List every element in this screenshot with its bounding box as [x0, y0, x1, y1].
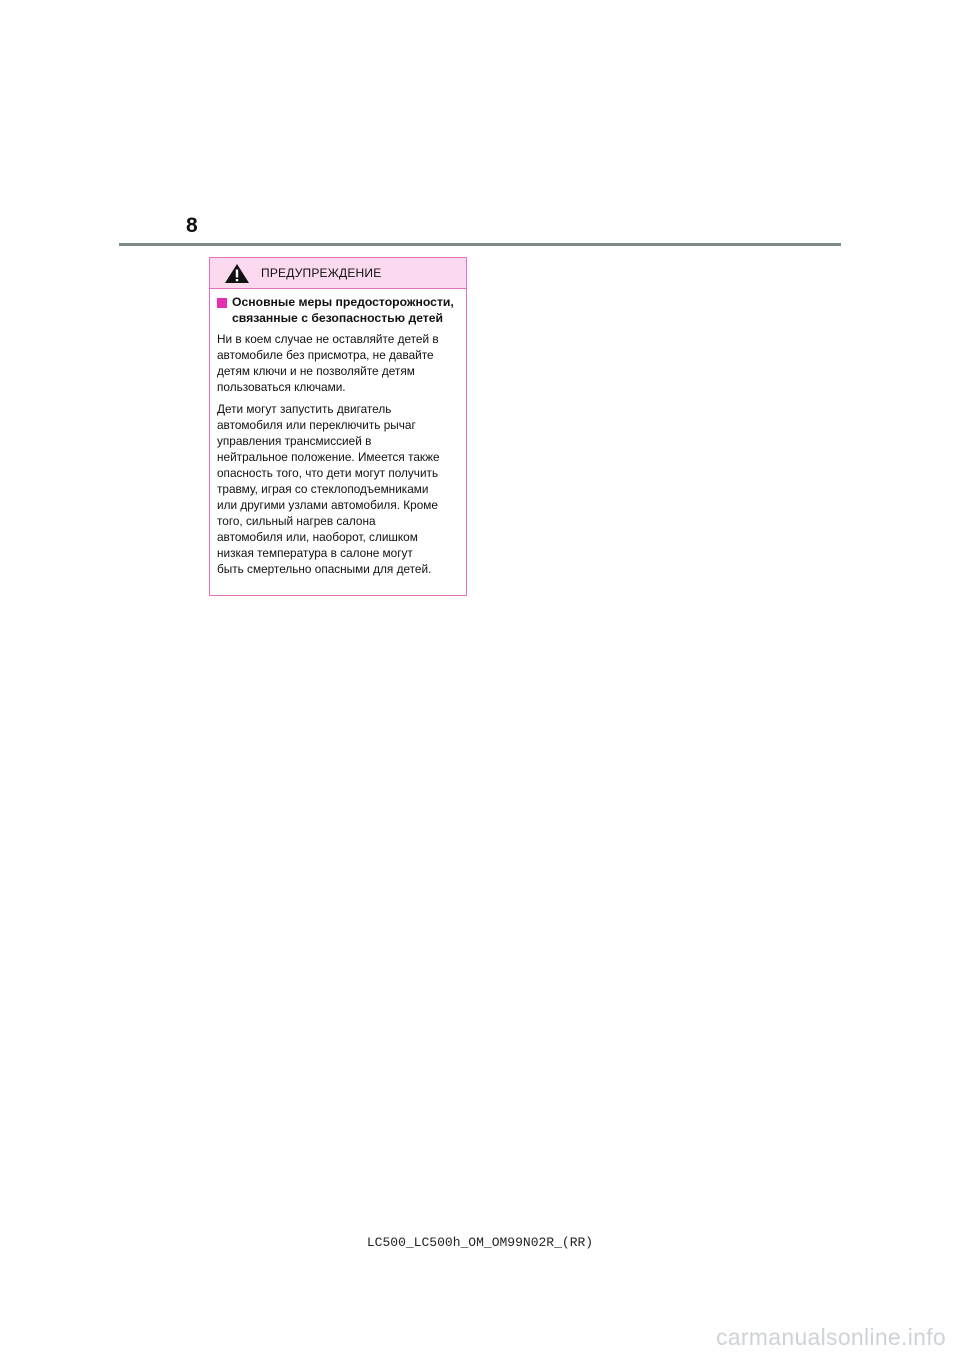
text-line: Ни в коем случае не оставляйте детей в — [217, 332, 439, 346]
document-code: LC500_LC500h_OM_OM99N02R_(RR) — [366, 1235, 594, 1250]
text-line: Дети могут запустить двигатель — [217, 402, 392, 416]
warning-triangle-icon — [224, 263, 250, 284]
warning-paragraph-1 — [217, 331, 458, 395]
text-line: быть смертельно опасными для детей. — [217, 562, 432, 576]
text-line: травму, играя со стеклоподъемниками — [217, 482, 429, 496]
warning-subheading — [217, 294, 458, 326]
text-line: нейтральное положение. Имеется также — [217, 450, 440, 464]
text-line: или другими узлами автомобиля. Кроме — [217, 498, 438, 512]
warning-title: ПРЕДУПРЕЖДЕНИЕ — [261, 266, 382, 280]
text-line: пользоваться ключами. — [217, 380, 346, 394]
text-line: того, сильный нагрев салона — [217, 514, 376, 528]
warning-body — [210, 289, 466, 577]
page-number: 8 — [186, 214, 198, 237]
warning-box — [209, 257, 467, 596]
watermark: carmanualsonline.info — [715, 1324, 946, 1350]
text-line: детям ключи и не позволяйте детям — [217, 364, 415, 378]
text-line: управления трансмиссией в — [217, 434, 372, 448]
text-line: автомобиля или переключить рычаг — [217, 418, 416, 432]
text-line: автомобиля или, наоборот, слишком — [217, 530, 418, 544]
subheading-text: Основные меры предосторожности, связанные с безопасностью детей — [232, 295, 454, 325]
warning-paragraph-2 — [217, 401, 458, 577]
text-line: опасность того, что дети могут получить — [217, 466, 439, 480]
warning-header — [210, 258, 466, 289]
text-line: автомобиле без присмотра, не давайте — [217, 348, 434, 362]
square-bullet-icon — [217, 298, 227, 308]
header-rule — [119, 243, 841, 246]
text-line: низкая температура в салоне могут — [217, 546, 413, 560]
